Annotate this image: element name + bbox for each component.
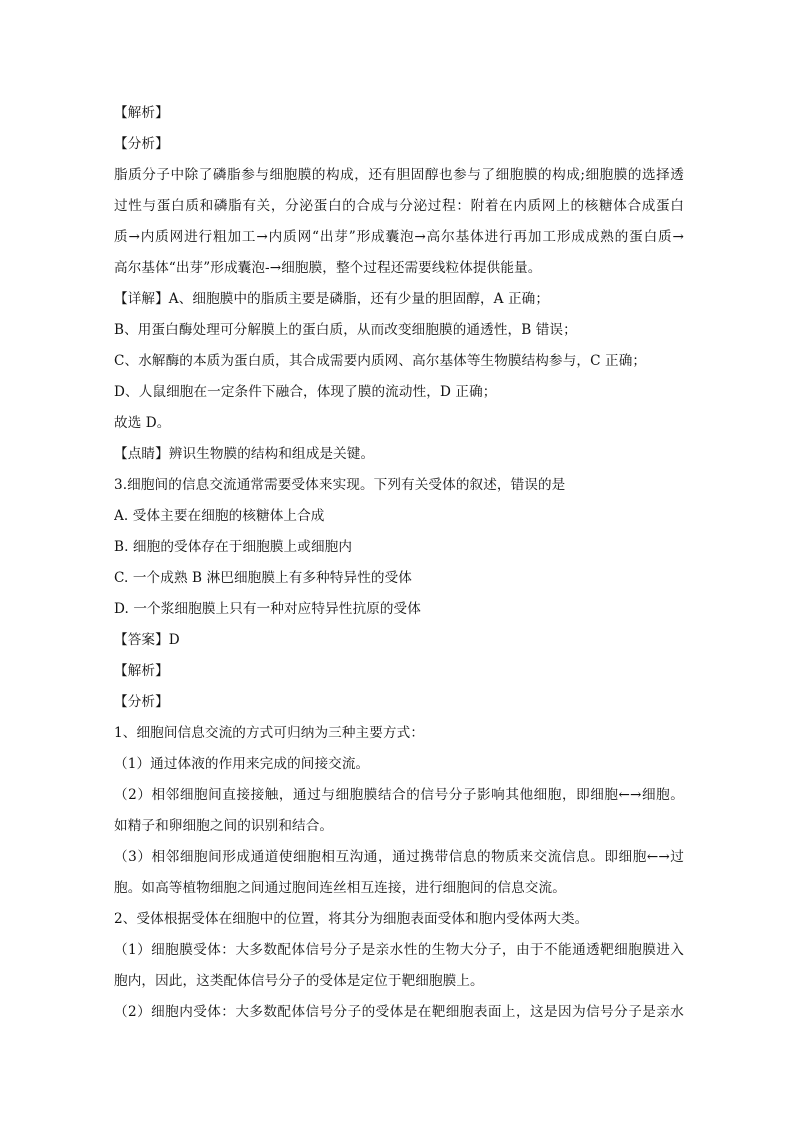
point-1-sub-2-line-1: （2）相邻细胞间直接接触，通过与细胞膜结合的信号分子影响其他细胞，即细胞←→细胞。 [114,787,684,803]
heading-jiexi-2: 【解析】 [114,663,169,679]
point-2-sub-1-line-2: 胞内，因此，这类配体信号分子的受体是定位于靶细胞膜上。 [114,973,484,989]
point-2-sub-2-line-1: （2）细胞内受体：大多数配体信号分子的受体是在靶细胞表面上，这是因为信号分子是亲水 [114,1004,684,1020]
question-3-option-d: D. 一个浆细胞膜上只有一种对应特异性抗原的受体 [114,601,421,617]
detail-option-a: 【详解】A、细胞膜中的脂质主要是磷脂，还有少量的胆固醇，A 正确； [114,291,550,307]
point-1-sub-1: （1）通过体液的作用来完成的间接交流。 [114,756,370,772]
point-2-sub-1-line-1: （1）细胞膜受体：大多数配体信号分子是亲水性的生物大分子，由于不能通透靶细胞膜进入 [114,942,684,958]
detail-option-b: B、用蛋白酶处理可分解膜上的蛋白质，从而改变细胞膜的通透性，B 错误； [114,322,577,338]
point-2-title: 2、受体根据受体在细胞中的位置，将其分为细胞表面受体和胞内受体两大类。 [114,911,589,927]
analysis-paragraph-line-2: 过性与蛋白质和磷脂有关，分泌蛋白的合成与分泌过程：附着在内质网上的核糖体合成蛋白 [114,198,684,214]
question-3-option-c: C. 一个成熟 B 淋巴细胞膜上有多种特异性的受体 [114,570,412,586]
analysis-paragraph-line-3: 质→内质网进行粗加工→内质网“出芽”形成囊泡→高尔基体进行再加工形成成熟的蛋白质→ [114,229,684,245]
choice-conclusion: 故选 D。 [114,415,171,431]
analysis-paragraph-line-1: 脂质分子中除了磷脂参与细胞膜的构成，还有胆固醇也参与了细胞膜的构成;细胞膜的选择透 [114,167,684,183]
analysis-paragraph-line-4: 高尔基体“出芽”形成囊泡-→细胞膜，整个过程还需要线粒体提供能量。 [114,260,542,276]
detail-option-d: D、人鼠细胞在一定条件下融合，体现了膜的流动性，D 正确； [114,384,497,400]
point-1-sub-3-line-1: （3）相邻细胞间形成通道使细胞相互沟通，通过携带信息的物质来交流信息。即细胞←→过 [114,849,684,865]
point-1-sub-2-line-2: 如精子和卵细胞之间的识别和结合。 [114,818,334,834]
question-3-option-b: B. 细胞的受体存在于细胞膜上或细胞内 [114,539,353,555]
key-point: 【点睛】辨识生物膜的结构和组成是关键。 [114,446,375,462]
point-1-sub-3-line-2: 胞。如高等植物细胞之间通过胞间连丝相互连接，进行细胞间的信息交流。 [114,880,566,896]
question-3-stem: 3.细胞间的信息交流通常需要受体来实现。下列有关受体的叙述，错误的是 [114,477,566,493]
detail-option-c: C、水解酶的本质为蛋白质，其合成需要内质网、高尔基体等生物膜结构参与，C 正确； [114,353,647,369]
point-1-title: 1、细胞间信息交流的方式可归纳为三种主要方式： [114,725,425,741]
heading-jiexi: 【解析】 [114,105,169,121]
heading-fenxi: 【分析】 [114,136,169,152]
answer-line: 【答案】D [114,632,180,648]
question-3-option-a: A. 受体主要在细胞的核糖体上合成 [114,508,325,524]
heading-fenxi-2: 【分析】 [114,694,169,710]
